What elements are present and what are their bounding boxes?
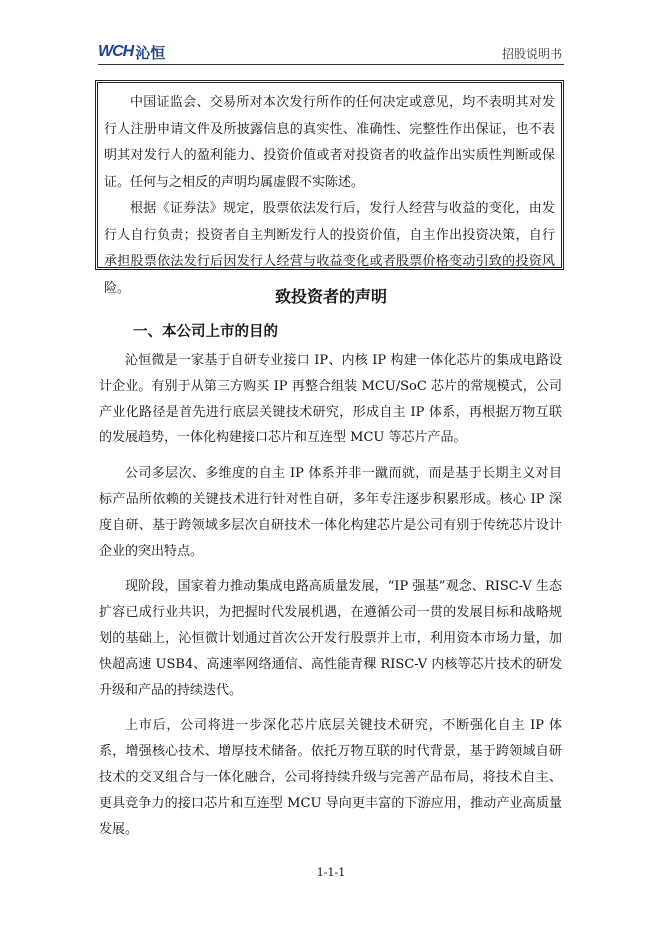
body-paragraph: 公司多层次、多维度的自主 IP 体系并非一蹴而就，而是基于长期主义对目标产品所依赖的关键技术进行针对性自研，多年专注逐步积累形成。核心 IP 深度自研、基于跨领域多层次自研技术一体化构建芯片是公司有别于传统芯片设计企业的突出特点。 (99, 466, 562, 559)
body-paragraph: 沁恒微是一家基于自研专业接口 IP、内核 IP 构建一体化芯片的集成电路设计企业。有别于从第三方购买 IP 再整合组装 MCU/SoC 芯片的常规模式，公司产业化路径是首先进行底层关键技术研究，形成自主 IP 体系，再根据万物互联的发展趋势，一体化构建接口芯片和互连型 MCU 等芯片产品。 (99, 353, 562, 446)
section-body (99, 348, 562, 852)
body-paragraph: 现阶段，国家着力推动集成电路高质量发展，“IP 强基”观念、RISC-V 生态扩容已成行业共识，为把握时代发展机遇，在遵循公司一贯的发展目标和战略规划的基础上，沁恒微计划通过首次公开发行股票并上市，利用资本市场力量，加快超高速 USB4、高速率网络通信、高性能青稞 RISC-V 内核等芯片技术的研发升级和产品的持续迭代。 (99, 579, 562, 698)
notice-paragraph: 中国证监会、交易所对本次发行所作的任何决定或意见，均不表明其对发行人注册申请文件及所披露信息的真实性、准确性、完整性作出保证，也不表明其对发行人的盈利能力、投资价值或者对投资者的收益作出实质性判断或保证。任何与之相反的声明均属虚假不实陈述。 (104, 95, 555, 190)
document-title: 致投资者的声明 (274, 287, 387, 306)
body-paragraph: 上市后，公司将进一步深化芯片底层关键技术研究，不断强化自主 IP 体系，增强核心技术、增厚技术储备。依托万物互联的时代背景，基于跨领域自研技术的交叉组合与一体化融合，公司将持续升级与完善产品布局，将技术自主、更具竞争力的接口芯片和互连型 MCU 导向更丰富的下游应用，推动产业高质量发展。 (99, 718, 562, 837)
notice-paragraph: 根据《证券法》规定，股票依法发行后，发行人经营与收益的变化，由发行人自行负责；投资者自主判断发行人的投资价值，自主作出投资决策，自行承担股票依法发行后因发行人经营与收益变化或者股票价格变动引致的投资风险。 (104, 201, 555, 296)
page-header (98, 40, 564, 65)
document-type-label: 招股说明书 (501, 47, 562, 61)
regulatory-notice-box (95, 80, 564, 296)
company-logo (98, 42, 165, 62)
logo-name: 沁恒 (135, 43, 166, 62)
logo-mark: WCH (98, 43, 134, 60)
section-heading: 一、本公司上市的目的 (133, 324, 278, 340)
page-number: 1-1-1 (316, 866, 346, 879)
